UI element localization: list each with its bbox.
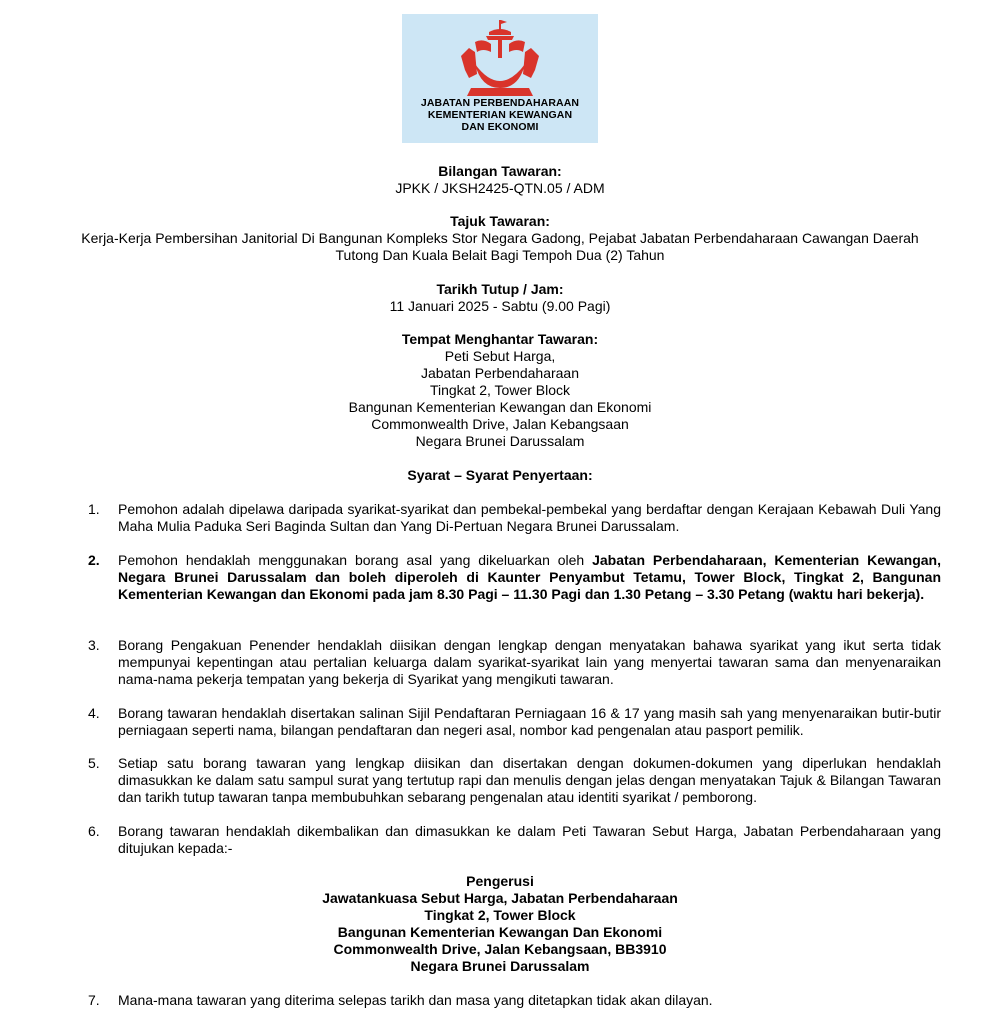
address-line: Jawatankuasa Sebut Harga, Jabatan Perbendaharaan — [322, 890, 678, 906]
tempat-line: Bangunan Kementerian Kewangan dan Ekonomi — [348, 399, 652, 415]
item-text-bold: Jabatan Perbendaharaan, Kementerian Kewangan, Negara Brunei Darussalam dan boleh diperoleh di Kaunter Penyambut Tetamu, Tower Block, Tingkat 2, Bangunan Kementerian Kewangan dan Ekonomi pada jam 8.30 Pagi – 11.30 Pagi dan 1.30 Petang – 3.30 Petang (waktu hari bekerja). — [118, 552, 941, 602]
item-number: 1. — [88, 501, 100, 517]
item-text: Mana-mana tawaran yang diterima selepas tarikh dan masa yang ditetapkan tidak akan dilayan. — [118, 992, 713, 1008]
tempat-line: Jabatan Perbendaharaan — [420, 365, 580, 381]
address-line: Negara Brunei Darussalam — [410, 958, 590, 974]
item-text — [118, 552, 941, 603]
logo-line-3: DAN EKONOMI — [461, 121, 539, 133]
logo-line-2: KEMENTERIAN KEWANGAN — [427, 109, 573, 121]
item-text: Borang tawaran hendaklah dikembalikan dan dimasukkan ke dalam Peti Tawaran Sebut Harga, Jabatan Perbendaharaan yang ditujukan kepada:- — [118, 823, 941, 856]
tempat-label: Tempat Menghantar Tawaran: — [401, 331, 599, 347]
bilangan-value: JPKK / JKSH2425-QTN.05 / ADM — [395, 180, 605, 196]
item-text: Pemohon adalah dipelawa daripada syarikat-syarikat dan pembekal-pembekal yang berdaftar dengan Kerajaan Kebawah Duli Yang Maha Mulia Paduka Seri Baginda Sultan dan Yang Di-Pertuan Negara Brunei Darussalam. — [118, 501, 941, 534]
tempat-line: Commonwealth Drive, Jalan Kebangsaan — [371, 416, 629, 432]
address-line: Commonwealth Drive, Jalan Kebangsaan, BB3910 — [333, 941, 667, 957]
tempat-line: Negara Brunei Darussalam — [415, 433, 585, 449]
item-number: 5. — [88, 755, 100, 771]
item-text: Borang tawaran hendaklah disertakan salinan Sijil Pendaftaran Perniagaan 16 & 17 yang masih sah yang menyenaraikan butir-butir perniagaan seperti nama, bilangan pendaftaran dan negeri asal, nombor kad pengenalan atau pasport pemilik. — [118, 705, 941, 738]
syarat-heading: Syarat – Syarat Penyertaan: — [407, 467, 593, 483]
item-text-plain: Pemohon hendaklah menggunakan borang asal yang dikeluarkan oleh — [118, 552, 593, 568]
bilangan-label: Bilangan Tawaran: — [438, 163, 562, 179]
tarikh-value: 11 Januari 2025 - Sabtu (9.00 Pagi) — [389, 298, 611, 314]
item-text: Setiap satu borang tawaran yang lengkap diisikan dan disertakan dengan dokumen-dokumen yang diperlukan hendaklah dimasukkan ke dalam satu sampul surat yang tertutup rapi dan menulis dengan jelas dengan menyatakan Tajuk & Bilangan Tawaran dan tarikh tutup tawaran tanpa membubuhkan sebarang pengenalan atau identiti syarikat / pemborong. — [118, 755, 941, 805]
item-number: 3. — [88, 637, 100, 653]
item-number: 2. — [88, 552, 100, 568]
item-text: Borang Pengakuan Penender hendaklah diisikan dengan lengkap dengan menyatakan bahawa syarikat yang ikut serta tidak mempunyai kepentingan atau pertalian keluarga dalam syarikat-syarikat lain yang menyertai tawaran sama dan menyenaraikan nama-nama pekerja tempatan yang bekerja di Syarikat yang mengikuti tawaran. — [118, 637, 941, 687]
tajuk-label: Tajuk Tawaran: — [450, 213, 550, 229]
logo-line-1: JABATAN PERBENDAHARAAN — [420, 97, 580, 109]
item-number: 7. — [88, 992, 100, 1008]
tajuk-line-1: Kerja-Kerja Pembersihan Janitorial Di Bangunan Kompleks Stor Negara Gadong, Pejabat Jabatan Perbendaharaan Cawangan Daerah — [81, 230, 919, 246]
item-number: 4. — [88, 705, 100, 721]
logo-box — [402, 14, 598, 143]
tarikh-label: Tarikh Tutup / Jam: — [436, 281, 564, 297]
address-line: Tingkat 2, Tower Block — [424, 907, 576, 923]
brunei-crest-icon — [455, 18, 545, 102]
address-line: Bangunan Kementerian Kewangan Dan Ekonomi — [337, 924, 663, 940]
tajuk-line-2: Tutong Dan Kuala Belait Bagi Tempoh Dua (2) Tahun — [335, 247, 665, 263]
address-line: Pengerusi — [466, 873, 534, 889]
tempat-line: Peti Sebut Harga, — [444, 348, 556, 364]
tempat-line: Tingkat 2, Tower Block — [429, 382, 571, 398]
item-number: 6. — [88, 823, 100, 839]
